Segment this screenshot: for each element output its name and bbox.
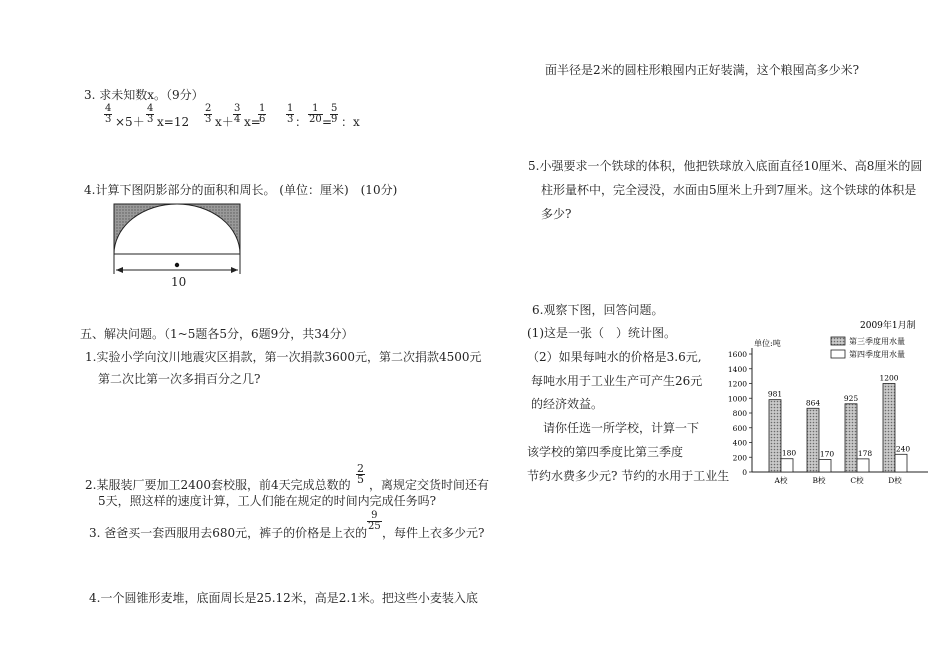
problem-1-line-2: 第二次比第一次多捐百分之几? xyxy=(98,372,261,386)
problem-3-fraction xyxy=(367,511,382,532)
legend-label-q3: 第三季度用水量 xyxy=(849,337,905,346)
eq3-op1: ： xyxy=(295,115,308,129)
problem-3-b: ，每件上衣多少元? xyxy=(382,526,485,540)
eq3-op2: = xyxy=(322,115,333,129)
eq2-mid2: x= xyxy=(244,115,261,129)
problem-3-frac-num: 9 xyxy=(367,511,382,522)
eq2-f1-num: 2 xyxy=(205,103,212,114)
problem-6-q2-line-4: 请你任选一所学校，计算一下 xyxy=(543,421,700,435)
bar-q4 xyxy=(857,459,869,472)
eq3-f1-den: 3 xyxy=(287,114,294,125)
y-tick-label: 1400 xyxy=(728,364,747,374)
bar-value-label: 925 xyxy=(843,393,859,403)
y-tick-label: 800 xyxy=(732,409,747,418)
eq1-f2-num: 4 xyxy=(147,103,154,114)
problem-5-line-2: 柱形量杯中，完全浸没，水面由5厘米上升到7厘米。这个铁球的体积是 xyxy=(541,183,917,197)
bar-value-label: 180 xyxy=(781,448,797,458)
y-tick-label: 0 xyxy=(742,468,747,477)
bar-value-label: 981 xyxy=(767,389,783,399)
eq3-f3-num: 5 xyxy=(331,103,338,114)
y-tick-label: 1000 xyxy=(728,394,747,404)
problem-5-line-1: 5.小强要求一个铁球的体积，他把铁球放入底面直径10厘米、高8厘米的圆 xyxy=(528,159,923,173)
eq1-mid: ×5＋ xyxy=(115,115,145,129)
eq2-fraction-2 xyxy=(233,104,241,125)
problem-6-q2-line-5: 该学校的第四季度比第三季度 xyxy=(527,445,684,459)
bar-value-label: 170 xyxy=(819,449,835,459)
chart-y-unit: 单位:吨 xyxy=(754,339,781,348)
bar-value-label: 178 xyxy=(857,448,873,458)
x-tick-label: C校 xyxy=(850,476,864,485)
eq2-fraction-1 xyxy=(204,104,212,125)
problem-4-line-2: 面半径是2米的圆柱形粮囤内正好装满，这个粮囤高多少米? xyxy=(545,63,860,77)
bar-value-label: 1200 xyxy=(879,373,899,383)
problem-6-q2-line-3: 的经济效益。 xyxy=(531,397,604,411)
eq1-fraction-2 xyxy=(146,104,154,125)
eq3-f1-num: 1 xyxy=(287,103,294,114)
eq3-fraction-3 xyxy=(330,104,338,125)
x-tick-label: A校 xyxy=(774,476,788,485)
eq1-f1-num: 4 xyxy=(105,103,112,114)
x-tick-label: D校 xyxy=(888,476,902,485)
dimension-label: 10 xyxy=(171,275,187,289)
y-tick-label: 1200 xyxy=(728,379,747,389)
y-tick-label: 1600 xyxy=(728,350,747,359)
bar-value-label: 240 xyxy=(895,444,911,454)
bar-value-label: 864 xyxy=(805,398,821,408)
bar-q3 xyxy=(845,404,857,472)
y-tick-label: 200 xyxy=(732,453,747,463)
bar-q4 xyxy=(819,459,831,472)
problem-5-line-3: 多少? xyxy=(541,207,572,221)
eq1-tail: x=12 xyxy=(157,115,190,129)
water-usage-bar-chart xyxy=(728,316,938,488)
x-tick-label: B校 xyxy=(812,476,826,485)
bar-q3 xyxy=(807,408,819,472)
y-tick-label: 400 xyxy=(732,438,747,448)
problem-2-frac-num: 2 xyxy=(357,462,364,475)
center-dot xyxy=(175,263,179,267)
problem-3-a: 3. 爸爸买一套西服用去680元，裤子的价格是上衣的 xyxy=(89,526,368,540)
problem-2-frac-den: 5 xyxy=(357,473,364,486)
bar-q3 xyxy=(883,384,895,473)
eq3-fraction-2 xyxy=(308,104,323,125)
bar-q4 xyxy=(781,459,793,472)
section-5-title: 五、解决问题。（1~5题各5分，6题9分，共34分） xyxy=(80,327,354,341)
chart-title: 2009年1月制 xyxy=(860,321,916,331)
legend-swatch-q3 xyxy=(831,337,845,345)
eq1-f2-den: 3 xyxy=(147,114,154,125)
problem-6-q2-line-2: 每吨水用于工业生产可产生26元 xyxy=(531,374,703,388)
eq3-f2-num: 1 xyxy=(308,104,323,115)
problem-4-line-1: 4.一个圆锥形麦堆，底面周长是25.12米，高是2.1米。把这些小麦装入底 xyxy=(89,591,478,605)
bar-q4 xyxy=(895,454,907,472)
eq2-f2-num: 3 xyxy=(234,103,241,114)
eq2-f1-den: 3 xyxy=(205,114,212,125)
problem-2-line-2: 5天，照这样的速度计算，工人们能在规定的时间内完成任务吗? xyxy=(98,494,437,508)
eq1-fraction-1 xyxy=(104,104,112,125)
eq3-tail: ：x xyxy=(341,115,360,129)
eq3-fraction-1 xyxy=(286,104,294,125)
legend-label-q4: 第四季度用水量 xyxy=(849,350,905,359)
eq2-mid1: x＋ xyxy=(215,115,234,129)
eq3-f3-den: 9 xyxy=(331,114,338,125)
eq3-f2-den: 20 xyxy=(309,114,322,125)
eq2-f3-num: 1 xyxy=(259,103,266,114)
bar-q3 xyxy=(769,400,781,472)
problem-2-line-1a: 2.某服装厂要加工2400套校服，前4天完成总数的 xyxy=(85,478,351,492)
problem-2-fraction xyxy=(356,464,365,485)
legend-swatch-q4 xyxy=(831,350,845,358)
q3-title: 3. 求未知数x。（9分） xyxy=(84,88,204,102)
eq2-f3-den: 6 xyxy=(259,114,266,125)
eq2-f2-den: 4 xyxy=(234,114,241,125)
problem-6-q2-line-6: 节约水费多少元? 节约的水用于工业生 xyxy=(527,469,730,483)
problem-3-frac-den: 25 xyxy=(368,521,381,532)
problem-2-line-1b: ，离规定交货时间还有 xyxy=(369,478,490,492)
problem-6-title: 6.观察下图，回答问题。 xyxy=(532,303,664,317)
problem-6-q2-line-1: （2）如果每吨水的价格是3.6元, xyxy=(527,350,702,364)
eq2-fraction-3 xyxy=(258,104,266,125)
problem-1-line-1: 1.实验小学向汶川地震灾区捐款，第一次捐款3600元，第二次捐款4500元 xyxy=(85,350,482,364)
q4-title: 4.计算下图阴影部分的面积和周长。 (单位：厘米) (10分) xyxy=(84,183,398,197)
problem-6-q1: (1)这是一张（ ）统计图。 xyxy=(527,326,676,340)
y-tick-label: 600 xyxy=(732,423,747,433)
eq1-f1-den: 3 xyxy=(105,114,112,125)
